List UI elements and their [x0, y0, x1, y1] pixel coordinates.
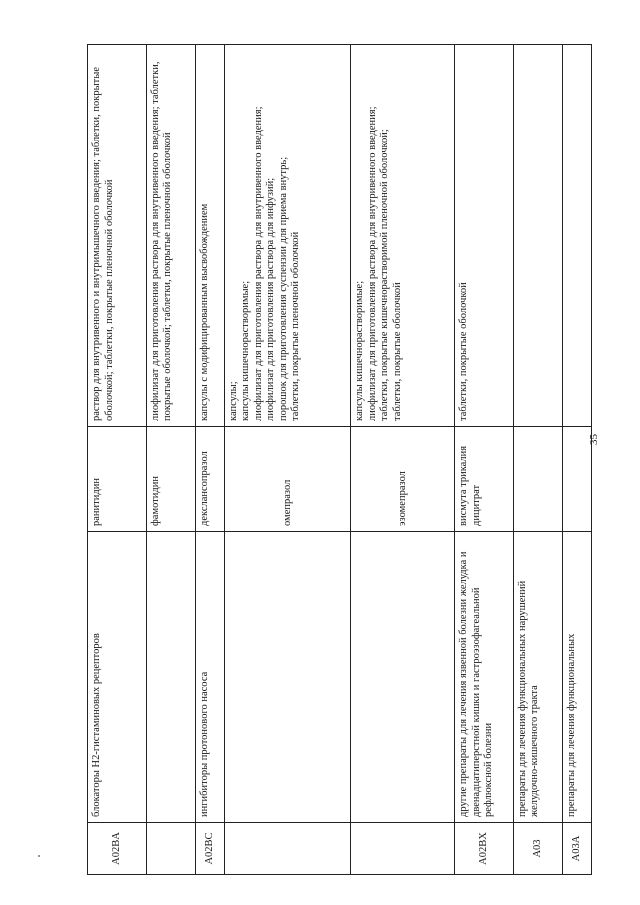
dosage-forms-cell [196, 45, 225, 427]
dosage-form-line: лиофилизат для приготовления раствора для внутривенного введения; [366, 106, 378, 421]
drug-name-cell: ранитидин [88, 427, 147, 532]
table-row [196, 45, 225, 875]
atc-code-cell [146, 823, 195, 875]
dosage-form-line: лиофилизат для приготовления раствора для внутривенного введения; таблетки, покрытые оболочкой; таблетки, покрытые пленочной оболочкой [149, 61, 174, 421]
table-row [351, 45, 455, 875]
dosage-forms-cell [563, 45, 592, 427]
scan-speck [38, 855, 40, 857]
page-number: 35 [588, 434, 600, 445]
dosage-form-line: капсулы с модифицированным высвобождением [199, 203, 211, 421]
atc-code-cell [351, 823, 455, 875]
dosage-form-line: капсулы кишечнорастворимые; [354, 280, 366, 421]
dosage-forms-cell [351, 45, 455, 427]
group-name-cell: блокаторы Н2-гистаминовых рецепторов [88, 532, 147, 823]
atc-code-cell: A02BX [455, 823, 514, 875]
drug-name-cell: висмута трикалия дицитрат [455, 427, 514, 532]
dosage-form-line: таблетки, покрытые пленочной оболочкой [290, 231, 302, 421]
group-name-cell [224, 532, 350, 823]
atc-code-cell [224, 823, 350, 875]
drug-list-table [87, 44, 592, 875]
dosage-forms-cell [455, 45, 514, 427]
table-row [88, 45, 147, 875]
atc-code-cell: A03 [513, 823, 562, 875]
group-name-cell: препараты для лечения функциональных нарушений желудочно-кишечного тракта [513, 532, 562, 823]
group-name-cell [351, 532, 455, 823]
dosage-form-line: лиофилизат для приготовления раствора для инфузий; [265, 177, 277, 421]
table-row [146, 45, 195, 875]
drug-name-cell: эзомепразол [351, 427, 455, 532]
atc-code-cell: A02BA [88, 823, 147, 875]
drug-name-cell: декслансопразол [196, 427, 225, 532]
table-row [455, 45, 514, 875]
dosage-forms-cell [224, 45, 350, 427]
rotated-table-wrapper [87, 45, 592, 875]
drug-name-cell: омепразол [224, 427, 350, 532]
dosage-form-line: таблетки, покрытые оболочкой [391, 282, 403, 421]
dosage-form-line: раствор для внутривенного и внутримышечного введения; таблетки, покрытые оболочкой; таблетки, покрытые пленочной оболочкой [91, 67, 115, 421]
table-row [224, 45, 350, 875]
dosage-form-line: капсулы; [227, 381, 239, 421]
dosage-form-line: таблетки, покрытые кишечнорастворимой пленочной оболочкой; [379, 129, 391, 421]
table-row [563, 45, 592, 875]
group-name-cell [146, 532, 195, 823]
dosage-forms-cell [88, 45, 147, 427]
table-row [513, 45, 562, 875]
group-name-cell: другие препараты для лечения язвенной болезни желудка и двенадцатиперстной кишки и гастроэзофагеальной рефлюксной болезни [455, 532, 514, 823]
drug-name-cell [513, 427, 562, 532]
dosage-forms-cell [513, 45, 562, 427]
dosage-form-line: капсулы кишечнорастворимые; [240, 280, 252, 421]
dosage-form-line: таблетки, покрытые оболочкой [458, 282, 469, 421]
dosage-form-line: лиофилизат для приготовления раствора для внутривенного введения; [252, 106, 264, 421]
dosage-forms-cell [146, 45, 195, 427]
atc-code-cell: A02BC [196, 823, 225, 875]
group-name-cell: препараты для лечения функциональных [563, 532, 592, 823]
group-name-cell: ингибиторы протонового насоса [196, 532, 225, 823]
dosage-form-line: порошок для приготовления суспензии для приема внутрь; [277, 156, 289, 421]
atc-code-cell: A03A [563, 823, 592, 875]
drug-name-cell: фамотидин [146, 427, 195, 532]
